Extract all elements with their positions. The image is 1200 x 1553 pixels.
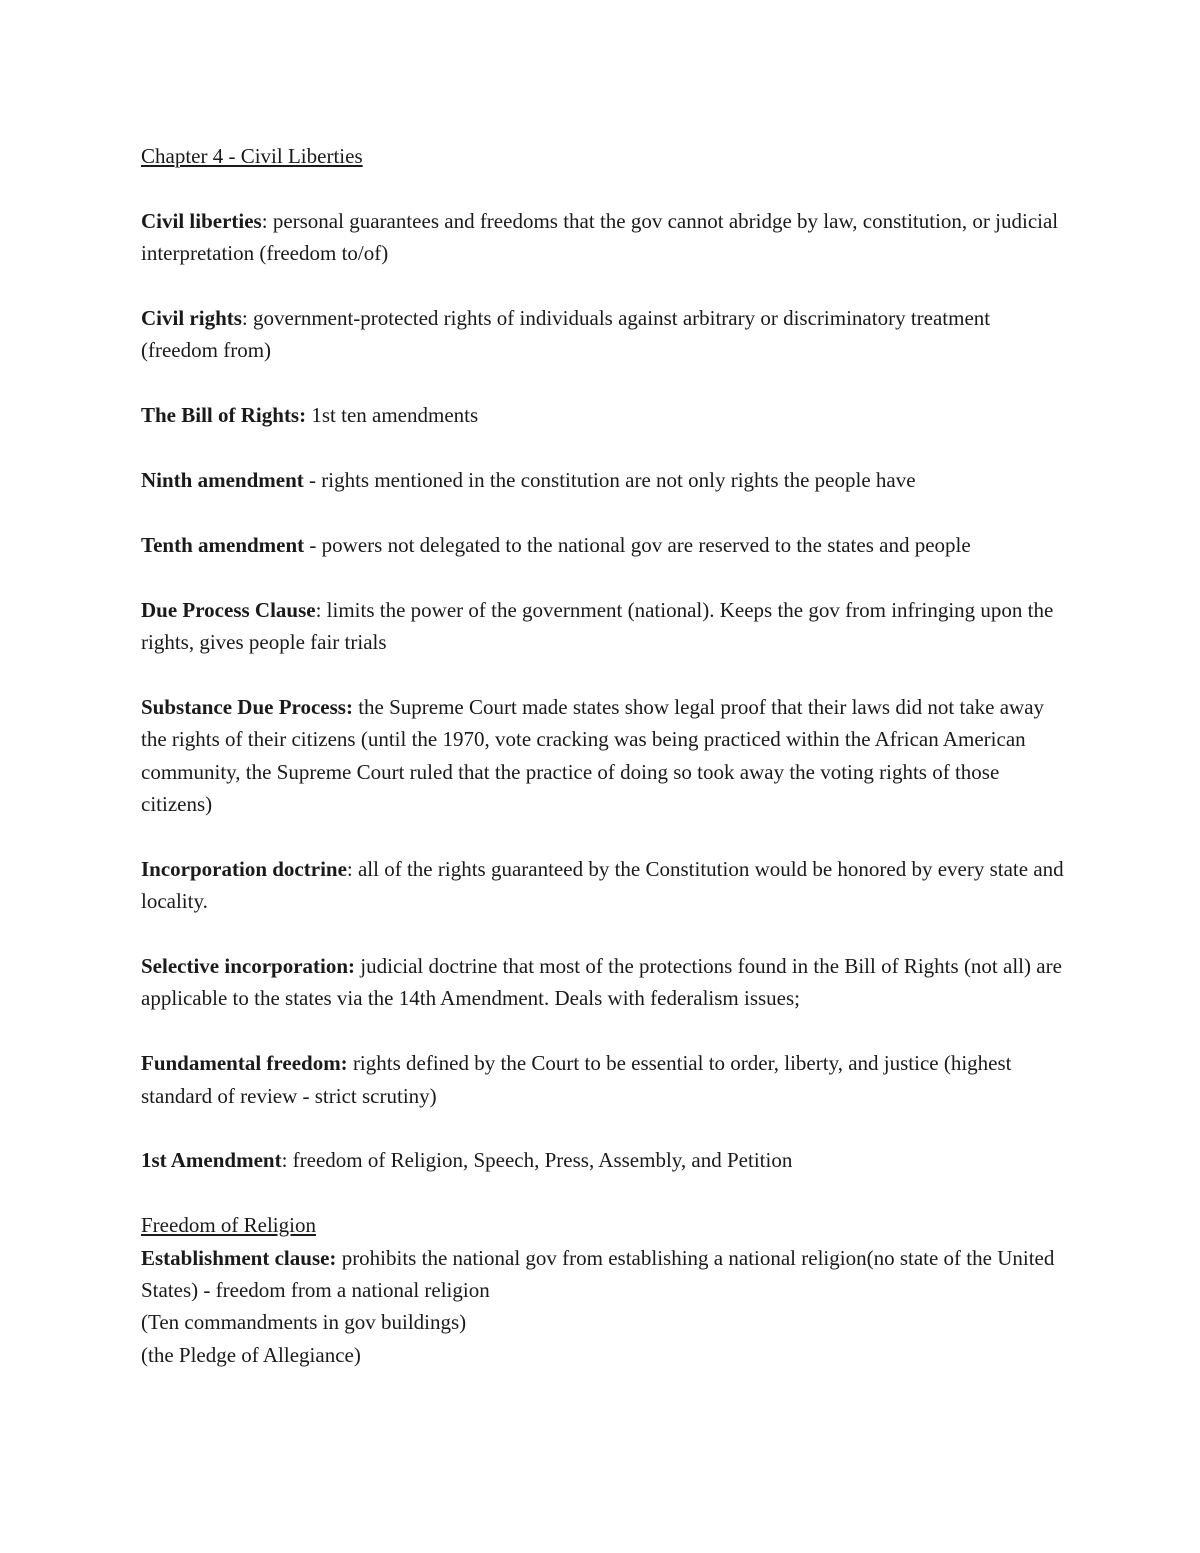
entry-selective-incorporation bbox=[141, 950, 1071, 1015]
entry-definition: - rights mentioned in the constitution are not only rights the people have bbox=[303, 468, 916, 492]
page-title: Chapter 4 - Civil Liberties bbox=[141, 144, 363, 168]
entry-substance-due-process bbox=[141, 691, 1071, 821]
entry-tenth-amendment bbox=[141, 529, 1071, 561]
entry-term: 1st Amendment bbox=[141, 1148, 282, 1173]
entry-term: Due Process Clause bbox=[141, 597, 316, 622]
section-heading: Freedom of Religion bbox=[141, 1213, 316, 1238]
entry-definition: : all of the rights guaranteed by the Constitution would be honored by every state and locality. bbox=[141, 856, 1064, 914]
entry-term: Establishment clause: bbox=[141, 1245, 337, 1270]
entry-term: Ninth amendment bbox=[141, 468, 304, 492]
entry-first-amendment bbox=[141, 1144, 1071, 1176]
example-line: (Ten commandments in gov buildings) bbox=[141, 1310, 467, 1335]
entry-definition: - powers not delegated to the national gov are reserved to the states and people bbox=[304, 532, 971, 557]
entry-ninth-amendment bbox=[141, 464, 1071, 496]
entry-term: Tenth amendment bbox=[141, 532, 305, 557]
document-body bbox=[141, 140, 1071, 1371]
entry-definition: : limits the power of the government (national). Keeps the gov from infringing upon the rights, gives people fair trials bbox=[141, 597, 1054, 654]
example-line: (the Pledge of Allegiance) bbox=[141, 1342, 361, 1367]
entry-due-process-clause bbox=[141, 594, 1071, 659]
entry-term: Civil liberties bbox=[141, 208, 262, 233]
entry-term: Selective incorporation: bbox=[141, 954, 356, 979]
section-freedom-of-religion bbox=[141, 1209, 1071, 1371]
entry-term: Fundamental freedom: bbox=[141, 1051, 348, 1076]
entry-definition: rights defined by the Court to be essential to order, liberty, and justice (highest standard of review - strict scrutiny) bbox=[141, 1051, 1012, 1108]
entry-term: The Bill of Rights: bbox=[141, 403, 307, 428]
entry-incorporation-doctrine bbox=[141, 853, 1071, 918]
entry-definition: 1st ten amendments bbox=[306, 403, 479, 428]
entry-definition: prohibits the national gov from establishing a national religion(no state of the United States) - freedom from a national religion bbox=[141, 1245, 1055, 1303]
entry-civil-rights bbox=[141, 302, 1071, 367]
entry-definition: : government-protected rights of individuals against arbitrary or discriminatory treatment (freedom from) bbox=[141, 306, 991, 363]
entry-civil-liberties bbox=[141, 205, 1071, 270]
entry-establishment-clause bbox=[141, 1242, 1071, 1307]
entry-definition: judicial doctrine that most of the protections found in the Bill of Rights (not all) are applicable to the states via the 14th Amendment. Deals with federalism issues; bbox=[141, 954, 1062, 1011]
entry-definition: : freedom of Religion, Speech, Press, Assembly, and Petition bbox=[281, 1148, 793, 1173]
entry-term: Incorporation doctrine bbox=[141, 856, 347, 881]
entry-term: Substance Due Process: bbox=[141, 694, 353, 719]
entry-definition: the Supreme Court made states show legal proof that their laws did not take away the rights of their citizens (until the 1970, vote cracking was being practiced within the African American community, the Supreme Court ruled that the practice of doing so took away the voting rights of those citizens) bbox=[141, 694, 1045, 817]
entry-definition: : personal guarantees and freedoms that the gov cannot abridge by law, constitution, or judicial interpretation (freedom to/of) bbox=[141, 208, 1059, 266]
entry-term: Civil rights bbox=[141, 306, 242, 330]
entry-bill-of-rights bbox=[141, 399, 1071, 431]
entry-fundamental-freedom bbox=[141, 1047, 1071, 1112]
